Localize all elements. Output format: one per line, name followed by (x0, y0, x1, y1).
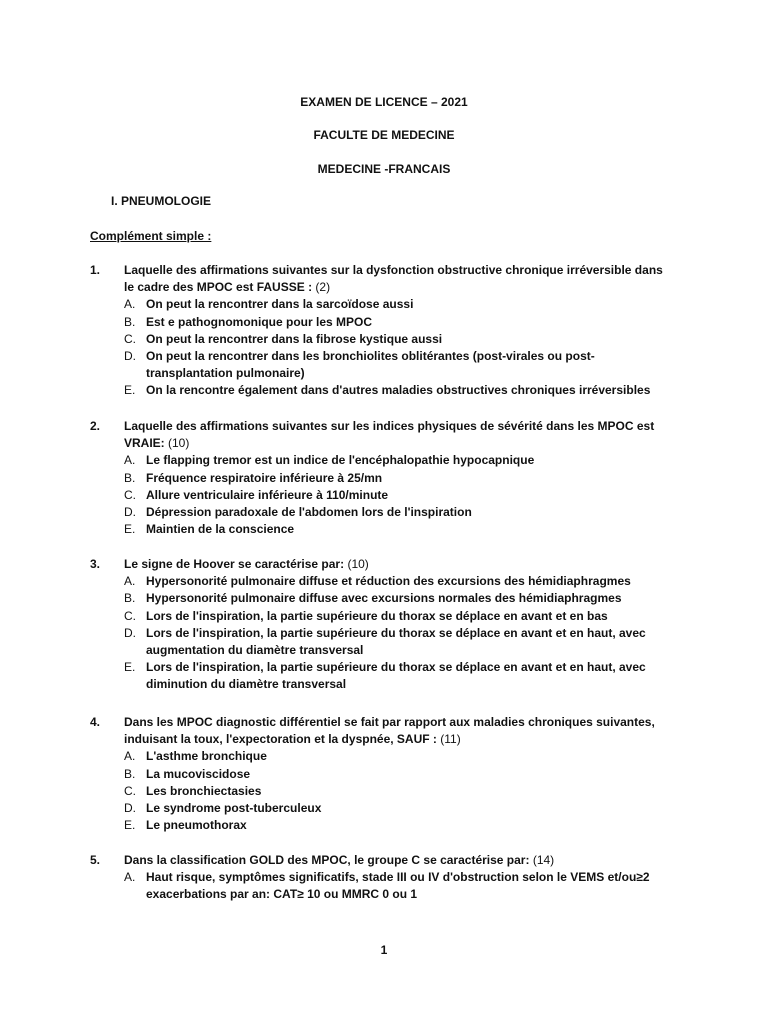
option-text: On peut la rencontrer dans les bronchiolites oblitérantes (post-virales ou post-transplantation pulmonaire) (146, 349, 595, 381)
question-number: 3. (90, 557, 101, 571)
option-d (90, 504, 690, 521)
option-letter: C. (124, 487, 136, 502)
option-c (90, 783, 690, 800)
option-a (90, 452, 690, 469)
question-number: 4. (90, 715, 101, 729)
option-text: Allure ventriculaire inférieure à 110/minute (146, 487, 389, 502)
option-letter: E. (124, 522, 136, 537)
question-number: 2. (90, 419, 101, 433)
program-title: MEDECINE -FRANCAIS (317, 162, 451, 176)
option-text: La mucoviscidose (146, 766, 251, 781)
question-number: 5. (90, 853, 101, 867)
option-text: Lors de l'inspiration, la partie supérieure du thorax se déplace en avant et en haut, avec diminution du diamètre transversal (146, 660, 646, 692)
option-letter: E. (124, 383, 136, 398)
option-text: Le flapping tremor est un indice de l'encéphalopathie hypocapnique (146, 453, 535, 468)
option-letter: A. (124, 749, 136, 764)
option-text: Maintien de la conscience (146, 522, 295, 537)
option-letter: B. (124, 470, 136, 485)
option-letter: C. (124, 783, 136, 798)
option-letter: A. (124, 453, 136, 468)
question-text (124, 852, 676, 869)
option-list (90, 748, 690, 834)
option-text: Lors de l'inspiration, la partie supérieure du thorax se déplace en avant et en haut, avec augmentation du diamètre transversal (146, 625, 646, 658)
question-text (124, 418, 676, 452)
option-a (90, 573, 690, 590)
option-letter: A. (124, 297, 136, 312)
option-a (90, 748, 690, 765)
option-e (90, 659, 690, 693)
section-heading: I. PNEUMOLOGIE (111, 194, 212, 208)
option-letter: C. (124, 608, 136, 623)
question-5 (90, 852, 690, 904)
question-points: (10) (168, 436, 190, 451)
subsection-heading: Complément simple : (90, 229, 212, 243)
option-c (90, 331, 690, 348)
question-text (124, 262, 676, 296)
question-points: (14) (532, 853, 555, 867)
option-text: On la rencontre également dans d'autres maladies obstructives chroniques irréversibles (146, 383, 651, 398)
question-stem: Laquelle des affirmations suivantes sur les indices physiques de sévérité dans les MPOC est VRAIE: (124, 419, 655, 451)
option-c (90, 487, 690, 504)
question-4 (90, 714, 690, 834)
question-2 (90, 418, 690, 538)
option-letter: B. (124, 591, 136, 606)
question-stem: Dans les MPOC diagnostic différentiel se fait par rapport aux maladies chroniques suivantes, induisant la toux, l'expectoration et la dyspnée, SAUF : (124, 715, 655, 747)
option-b (90, 590, 690, 607)
option-list (90, 452, 690, 538)
page-number: 1 (380, 943, 388, 957)
faculty-title: FACULTE DE MEDECINE (313, 128, 455, 142)
option-a (90, 869, 690, 903)
option-letter: D. (124, 625, 136, 640)
option-e (90, 521, 690, 538)
option-letter: D. (124, 505, 136, 520)
option-text: On peut la rencontrer dans la fibrose kystique aussi (146, 331, 443, 346)
option-b (90, 470, 690, 487)
question-points: (10) (347, 557, 369, 571)
option-text: On peut la rencontrer dans la sarcoïdose aussi (146, 297, 414, 312)
question-stem: Laquelle des affirmations suivantes sur la dysfonction obstructive chronique irréversible dans le cadre des MPOC est FAUSSE : (124, 263, 663, 295)
question-3 (90, 556, 690, 694)
option-letter: E. (124, 818, 136, 833)
question-number: 1. (90, 263, 101, 277)
option-list (90, 296, 690, 399)
option-b (90, 766, 690, 783)
option-text: Haut risque, symptômes significatifs, stade III ou IV d'obstruction selon le VEMS et/ou≥2 exacerbations par an: CAT≥ 10 ou MMRC 0 ou 1 (146, 870, 650, 902)
option-letter: A. (124, 870, 136, 885)
option-text: Les bronchiectasies (146, 783, 262, 798)
option-letter: A. (124, 574, 136, 589)
option-letter: B. (124, 314, 136, 329)
option-text: Fréquence respiratoire inférieure à 25/mn (146, 470, 383, 485)
option-d (90, 800, 690, 817)
option-text: Le syndrome post-tuberculeux (146, 801, 322, 816)
option-letter: C. (124, 331, 136, 346)
question-points: (11) (440, 732, 461, 747)
question-points: (2) (315, 280, 331, 295)
option-list (90, 573, 690, 693)
option-letter: D. (124, 349, 136, 364)
exam-title: EXAMEN DE LICENCE – 2021 (300, 95, 468, 109)
option-a (90, 296, 690, 313)
question-text (124, 556, 676, 573)
question-text (124, 714, 676, 748)
option-d (90, 348, 690, 382)
option-letter: D. (124, 801, 136, 816)
option-letter: B. (124, 766, 136, 781)
option-c (90, 608, 690, 625)
option-b (90, 314, 690, 331)
option-list (90, 869, 690, 903)
option-e (90, 382, 690, 399)
option-d (90, 625, 690, 659)
option-e (90, 817, 690, 834)
option-text: Lors de l'inspiration, la partie supérieure du thorax se déplace en avant et en bas (146, 608, 608, 623)
option-text: Hypersonorité pulmonaire diffuse et réduction des excursions des hémidiaphragmes (146, 574, 631, 589)
option-letter: E. (124, 660, 136, 675)
option-text: Est e pathognomonique pour les MPOC (146, 314, 373, 329)
option-text: Dépression paradoxale de l'abdomen lors de l'inspiration (146, 505, 472, 520)
option-text: Hypersonorité pulmonaire diffuse avec excursions normales des hémidiaphragmes (146, 591, 622, 606)
question-1 (90, 262, 690, 400)
question-stem: Le signe de Hoover se caractérise par: (124, 557, 345, 571)
option-text: Le pneumothorax (146, 818, 247, 833)
question-stem: Dans la classification GOLD des MPOC, le groupe C se caractérise par: (124, 853, 530, 867)
option-text: L'asthme bronchique (146, 749, 267, 764)
